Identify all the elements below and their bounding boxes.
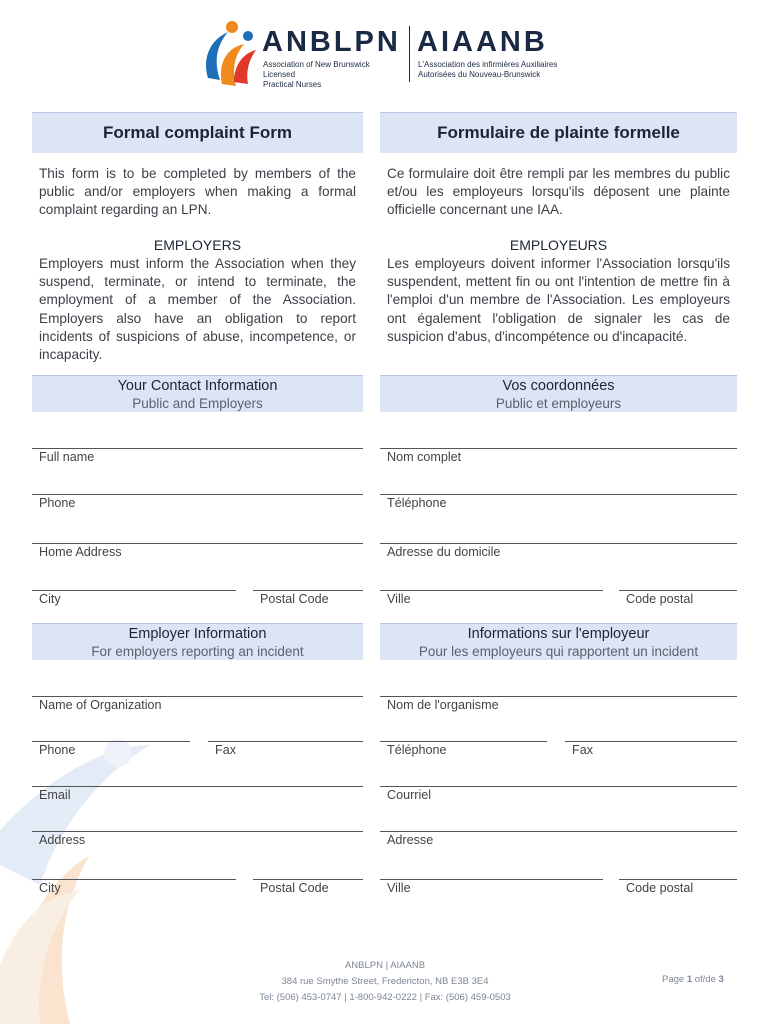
contact-section-header-en (32, 375, 363, 412)
nom-organisme-field[interactable] (380, 696, 737, 697)
employer-section-subtitle-en: For employers reporting an incident (91, 644, 304, 659)
association-logo-icon (200, 18, 260, 90)
ville-field[interactable] (380, 590, 603, 591)
logo-separator (409, 26, 410, 82)
form-title-fr: Formulaire de plainte formelle (380, 112, 737, 153)
employer-section-subtitle-fr: Pour les employeurs qui rapportent un incident (418, 644, 699, 659)
logo-name-en-line2: Practical Nurses (263, 80, 322, 89)
organization-name-field[interactable] (32, 696, 363, 697)
full-name-label: Full name (39, 450, 95, 464)
telephone-field[interactable] (380, 494, 737, 495)
footer-phone: Tel: (506) 453-0747 | 1-800-942-0222 | Fax: (506) 459-0503 (259, 992, 511, 1003)
employeur-telephone-label: Téléphone (387, 743, 447, 757)
code-postal-field[interactable] (619, 590, 737, 591)
employer-section-title-fr: Informations sur l'employeur (467, 626, 650, 642)
employer-postal-code-label: Postal Code (260, 881, 329, 895)
contact-section-subtitle-fr: Public et employeurs (495, 396, 622, 411)
adresse-domicile-field[interactable] (380, 543, 737, 544)
employer-phone-field[interactable] (32, 741, 190, 742)
email-field[interactable] (32, 786, 363, 787)
courriel-label: Courriel (387, 788, 432, 802)
contact-section-header-fr (380, 375, 737, 412)
employeur-code-postal-field[interactable] (619, 879, 737, 880)
form-title-en: Formal complaint Form (32, 112, 363, 153)
footer-org: ANBLPN | AIAANB (344, 960, 426, 971)
logo-abbr-en: ANBLPN (262, 26, 401, 58)
nom-complet-label: Nom complet (387, 450, 462, 464)
employeur-fax-field[interactable] (565, 741, 737, 742)
footer-contact (185, 958, 585, 1006)
employers-heading-fr: EMPLOYEURS (509, 237, 608, 253)
city-label: City (39, 592, 61, 606)
home-address-label: Home Address (39, 545, 122, 559)
employer-postal-code-field[interactable] (253, 879, 363, 880)
home-address-field[interactable] (32, 543, 363, 544)
employeur-code-postal-label: Code postal (626, 881, 694, 895)
watermark-logo (0, 715, 175, 1024)
courriel-field[interactable] (380, 786, 737, 787)
contact-section-title-fr: Vos coordonnées (502, 378, 615, 394)
contact-section-title-en: Your Contact Information (117, 378, 278, 394)
employer-section-title-en: Employer Information (128, 626, 267, 642)
ville-label: Ville (387, 592, 411, 606)
page-of: of/de (692, 974, 719, 985)
nom-organisme-label: Nom de l'organisme (387, 698, 499, 712)
contact-section-subtitle-en: Public and Employers (132, 396, 263, 411)
logo-name-en (263, 60, 403, 90)
employer-address-field[interactable] (32, 831, 363, 832)
employer-city-label: City (39, 881, 61, 895)
employeur-fax-label: Fax (572, 743, 593, 757)
employeur-adresse-field[interactable] (380, 831, 737, 832)
employers-text-en: Employers must inform the Association when they suspend, terminate, or intend to terminate, the employment of a member of the Association. Employers also have an obligation to report incidents of suspicions of abuse, incompetence, or incapacity. (39, 256, 356, 363)
employer-address-label: Address (39, 833, 86, 847)
employeur-adresse-label: Adresse (387, 833, 434, 847)
postal-code-label: Postal Code (260, 592, 329, 606)
page-prefix: Page (662, 974, 687, 985)
employer-phone-label: Phone (39, 743, 76, 757)
employers-heading-en: EMPLOYERS (153, 237, 242, 253)
employeur-ville-field[interactable] (380, 879, 603, 880)
logo-abbr-fr: AIAANB (417, 26, 548, 58)
employeur-telephone-field[interactable] (380, 741, 547, 742)
page-total: 3 (718, 974, 724, 985)
code-postal-label: Code postal (626, 592, 694, 606)
phone-field[interactable] (32, 494, 363, 495)
employer-section-header-en (32, 623, 363, 660)
employers-text-fr: Les employeurs doivent informer l'Association lorsqu'ils suspendent, mettent fin ou ont l'intention de mettre fin à l'emploi d'un membre de l'Association. Les employeurs ont également l'obligation de signaler les cas de suspicion d'abus, d'incompétence ou d'incapacité. (387, 256, 730, 344)
phone-label: Phone (39, 496, 76, 510)
logo-name-fr (418, 60, 568, 80)
logo-name-fr-line2: Autorisées du Nouveau-Brunswick (418, 70, 541, 79)
telephone-label: Téléphone (387, 496, 447, 510)
organization-name-label: Name of Organization (39, 698, 162, 712)
employer-section-header-fr (380, 623, 737, 660)
employer-fax-label: Fax (215, 743, 236, 757)
intro-text-fr: Ce formulaire doit être rempli par les membres du public et/ou les employeurs lorsqu'ils déposent une plainte officielle concernant une IAA. (387, 166, 730, 218)
adresse-domicile-label: Adresse du domicile (387, 545, 501, 559)
page-number (662, 974, 724, 985)
email-label: Email (39, 788, 71, 802)
postal-code-field[interactable] (253, 590, 363, 591)
employer-city-field[interactable] (32, 879, 236, 880)
page-current: 1 (686, 974, 693, 985)
city-field[interactable] (32, 590, 236, 591)
employeur-ville-label: Ville (387, 881, 411, 895)
nom-complet-field[interactable] (380, 448, 737, 449)
logo-name-en-line1: Association of New Brunswick Licensed (263, 60, 370, 79)
footer-address: 384 rue Smythe Street, Fredericton, NB E3B 3E4 (281, 976, 489, 987)
intro-text-en: This form is to be completed by members of the public and/or employers when making a formal complaint regarding an LPN. (39, 166, 356, 218)
employer-fax-field[interactable] (208, 741, 363, 742)
full-name-field[interactable] (32, 448, 363, 449)
logo-name-fr-line1: L'Association des infirmières Auxiliaires (418, 60, 558, 69)
